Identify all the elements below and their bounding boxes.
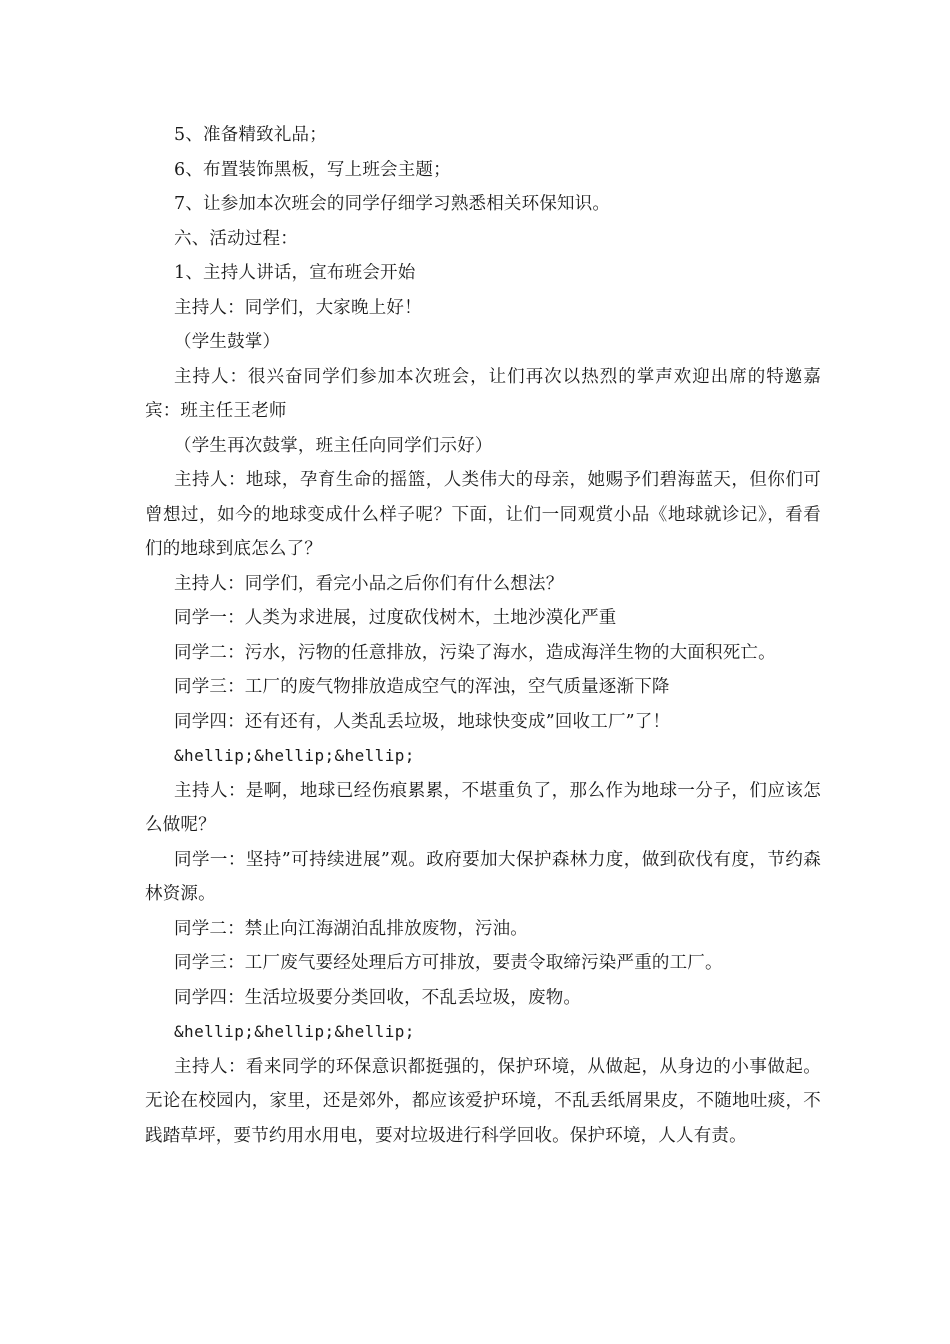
paragraph: 主持人：是啊，地球已经伤痕累累，不堪重负了，那么作为地球一分子，们应该怎么做呢？: [145, 780, 821, 835]
paragraph: （学生鼓掌）: [174, 332, 281, 352]
paragraph: 同学二：污水，污物的任意排放，污染了海水，造成海洋生物的大面积死亡。: [174, 642, 776, 663]
paragraph: 同学三：工厂的废气物排放造成空气的浑浊，空气质量逐渐下降: [174, 677, 670, 697]
ellipsis-line: &hellip;&hellip;&hellip;: [174, 746, 415, 765]
paragraph: 同学四：还有还有，人类乱丢垃圾，地球快变成”回收工厂”了！: [174, 711, 671, 732]
paragraph: 同学三：工厂废气要经处理后方可排放，要责令取缔污染严重的工厂。: [174, 953, 723, 973]
paragraph: 1、主持人讲话，宣布班会开始: [174, 263, 416, 283]
paragraph: 主持人：很兴奋同学们参加本次班会，让们再次以热烈的掌声欢迎出席的特邀嘉宾：班主任王老师: [145, 366, 821, 421]
paragraph: 主持人：同学们，看完小品之后你们有什么想法？: [174, 573, 564, 594]
paragraph: 同学一：坚持”可持续进展”观。政府要加大保护森林力度，做到砍伐有度，节约森林资源。: [145, 849, 821, 904]
section-heading: 六、活动过程：: [174, 228, 298, 249]
paragraph: 同学一：人类为求进展，过度砍伐树木，土地沙漠化严重: [174, 608, 617, 628]
document-body: [145, 118, 821, 1153]
paragraph: 6、布置装饰黑板，写上班会主题；: [174, 159, 451, 180]
paragraph: 5、准备精致礼品；: [174, 125, 327, 145]
ellipsis-line: &hellip;&hellip;&hellip;: [174, 1022, 415, 1041]
paragraph: 同学四：生活垃圾要分类回收，不乱丢垃圾，废物。: [174, 987, 582, 1008]
paragraph: 主持人：同学们，大家晚上好！: [174, 297, 422, 318]
paragraph: 同学二：禁止向江海湖泊乱排放废物，污油。: [174, 918, 528, 939]
paragraph: 7、让参加本次班会的同学仔细学习熟悉相关环保知识。: [174, 194, 611, 214]
paragraph: 主持人：地球，孕育生命的摇篮，人类伟大的母亲，她赐予们碧海蓝天，但你们可曾想过，如今的地球变成什么样子呢？下面，让们一同观赏小品《地球就诊记》，看看们的地球到底怎么了？: [145, 470, 821, 559]
paragraph: （学生再次鼓掌，班主任向同学们示好）: [174, 435, 493, 456]
paragraph: 主持人：看来同学的环保意识都挺强的，保护环境，从做起，从身边的小事做起。无论在校园内，家里，还是郊外，都应该爱护环境，不乱丢纸屑果皮，不随地吐痰，不践踏草坪，要节约用水用电，要对垃圾进行科学回收。保护环境，人人有责。: [145, 1056, 821, 1146]
